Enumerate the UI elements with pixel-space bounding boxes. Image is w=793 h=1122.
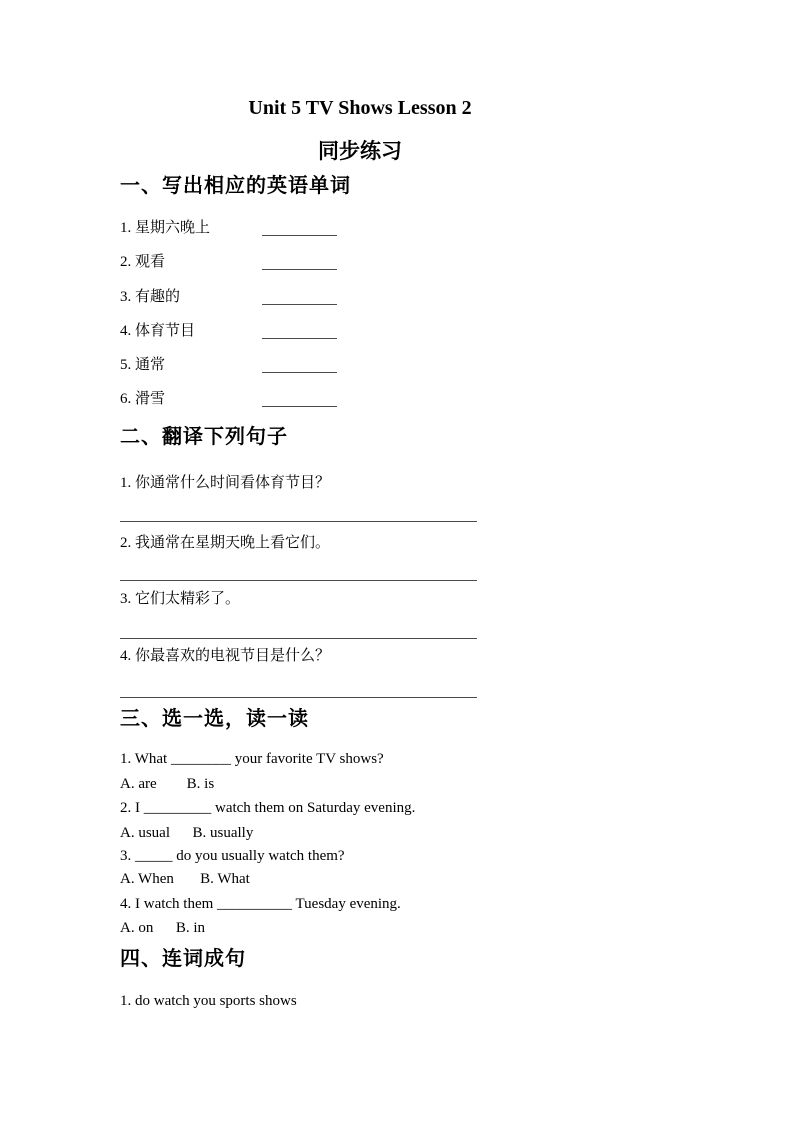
answer-line [120,521,477,522]
mc-question: 3. _____ do you usually watch them? [120,848,345,864]
fill-in-blank [262,406,337,407]
translation-sentence: 3. 它们太精彩了。 [120,591,241,607]
answer-line [120,580,477,581]
fill-in-blank [262,269,337,270]
document-subtitle: 同步练习 [318,140,402,163]
vocab-label: 6. 滑雪 [120,391,166,407]
translation-sentence: 2. 我通常在星期天晚上看它们。 [120,535,331,551]
mc-question: 4. I watch them __________ Tuesday evening. [120,896,401,912]
mc-options: A. on B. in [120,920,206,936]
mc-question: 2. I _________ watch them on Saturday evening. [120,800,416,816]
vocab-label: 4. 体育节目 [120,323,196,339]
vocab-row [120,356,540,376]
section1-heading: 一、写出相应的英语单词 [120,175,351,197]
translation-sentence: 1. 你通常什么时间看体育节目？ [120,475,331,491]
mc-question: 1. What ________ your favorite TV shows? [120,751,384,767]
fill-in-blank [262,235,337,236]
answer-line [120,638,477,639]
vocab-label: 2. 观看 [120,254,166,270]
section3-heading: 三、选一选，读一读 [120,708,309,730]
word-order-item: 1. do watch you sports shows [120,993,297,1009]
vocab-row [120,219,540,239]
translation-sentence: 4. 你最喜欢的电视节目是什么？ [120,648,331,664]
section2-heading: 二、翻译下列句子 [120,426,288,448]
fill-in-blank [262,338,337,339]
mc-options: A. When B. What [120,871,250,887]
vocab-row [120,288,540,308]
vocab-row [120,322,540,342]
answer-line [120,697,477,698]
document-title: Unit 5 TV Shows Lesson 2 [248,97,472,119]
fill-in-blank [262,372,337,373]
mc-options: A. are B. is [120,776,215,792]
vocab-label: 5. 通常 [120,357,166,373]
section4-heading: 四、连词成句 [120,948,246,970]
fill-in-blank [262,304,337,305]
vocab-row [120,253,540,273]
vocab-row [120,390,540,410]
mc-options: A. usual B. usually [120,825,254,841]
vocab-label: 1. 星期六晚上 [120,220,211,236]
vocab-label: 3. 有趣的 [120,289,181,305]
